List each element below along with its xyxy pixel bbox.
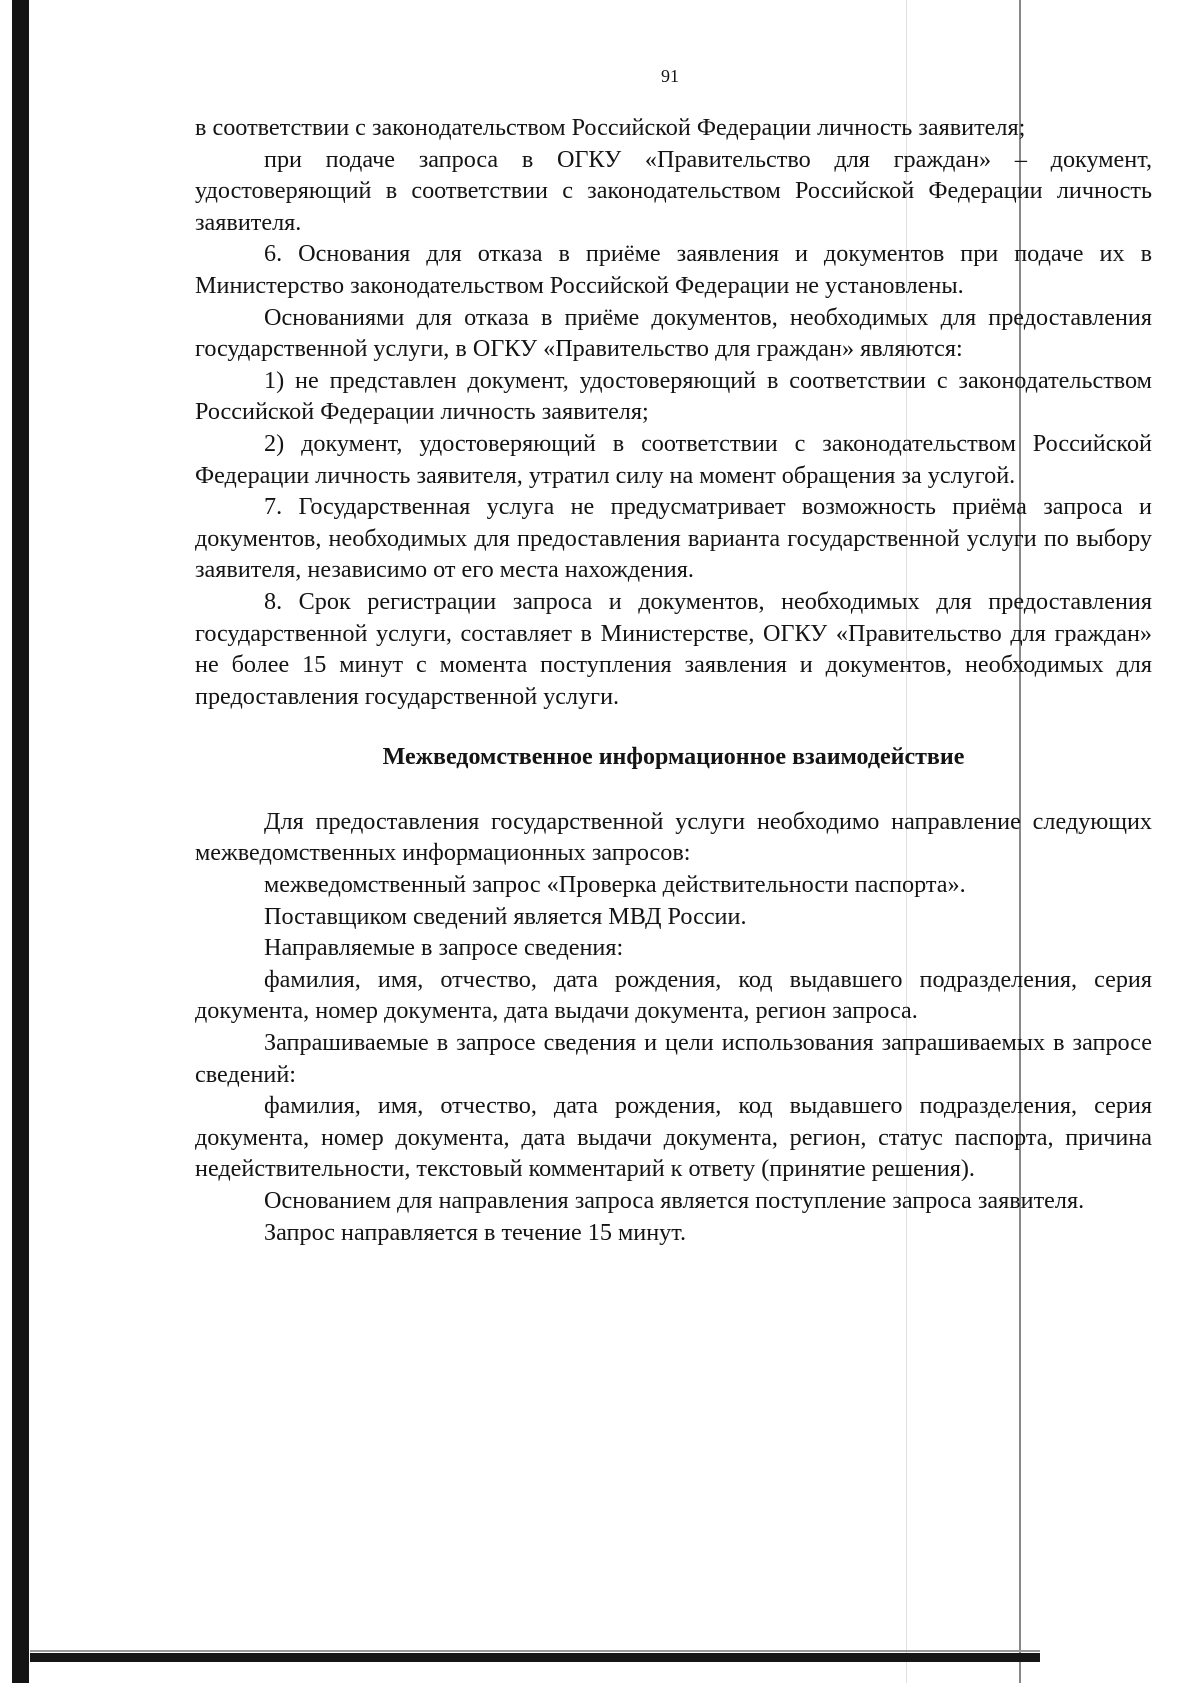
paragraph-continuation: в соответствии с законодательством Российской Федерации личность заявителя;	[195, 114, 1026, 141]
paragraph-request-timing: Запрос направляется в течение 15 минут.	[264, 1218, 687, 1246]
section-heading: Межведомственное информационное взаимодействие	[382, 744, 965, 771]
paragraph-item-6: 6. Основания для отказа в приёме заявления и документов при подаче их в Министерство законодательством Российской Федерации не установлены.	[195, 240, 1152, 299]
paragraph-refusal-grounds: Основаниями для отказа в приёме документов, необходимых для предоставления государственной услуги, в ОГКУ «Правительство для граждан» являются:	[195, 303, 1152, 363]
paragraph-requested-data-list: фамилия, имя, отчество, дата рождения, код выдавшего подразделения, серия документа, номер документа, дата выдачи документа, регион, статус паспорта, причина недействительности, текстовый комментарий к ответу (принятие решения).	[195, 1092, 1152, 1183]
document-body	[195, 112, 1152, 1248]
scan-bottom-border	[30, 1653, 1040, 1662]
paragraph-provider: Поставщиком сведений является МВД России.	[264, 902, 747, 930]
list-item-1: 1) не представлен документ, удостоверяющий в соответствии с законодательством Российской Федерации личность заявителя;	[195, 366, 1152, 426]
paragraph-sent-data-list: фамилия, имя, отчество, дата рождения, код выдавшего подразделения, серия документа, номер документа, дата выдачи документа, регион запроса.	[195, 965, 1152, 1025]
paragraph-item-8: 8. Срок регистрации запроса и документов, необходимых для предоставления государственной услуги, составляет в Министерстве, ОГКУ «Правительство для граждан» не более 15 минут с момента поступления заявления и документов, необходимых для предоставления государственной услуги.	[195, 587, 1152, 710]
paragraph-interagency-intro: Для предоставления государственной услуги необходимо направление следующих межведомственных информационных запросов:	[195, 807, 1152, 867]
page-number: 91	[661, 66, 679, 86]
paragraph-sent-data-label: Направляемые в запросе сведения:	[264, 934, 624, 962]
scan-left-border	[12, 0, 29, 1683]
paragraph-item-7: 7. Государственная услуга не предусматривает возможность приёма запроса и документов, необходимых для предоставления варианта государственной услуги по выбору заявителя, независимо от его места нахождения.	[195, 493, 1152, 584]
paragraph-ogku-document: при подаче запроса в ОГКУ «Правительство для граждан» – документ, удостоверяющий в соответствии с законодательством Российской Федерации личность заявителя.	[195, 145, 1152, 236]
scan-bottom-shadow	[30, 1650, 1040, 1652]
list-item-2: 2) документ, удостоверяющий в соответствии с законодательством Российской Федерации личность заявителя, утратил силу на момент обращения за услугой.	[195, 429, 1152, 489]
paragraph-request-basis: Основанием для направления запроса является поступление запроса заявителя.	[264, 1187, 1085, 1214]
paragraph-requested-data-label: Запрашиваемые в запросе сведения и цели использования запрашиваемых в запросе сведений:	[195, 1029, 1152, 1088]
paragraph-passport-request: межведомственный запрос «Проверка действительности паспорта».	[264, 871, 966, 899]
